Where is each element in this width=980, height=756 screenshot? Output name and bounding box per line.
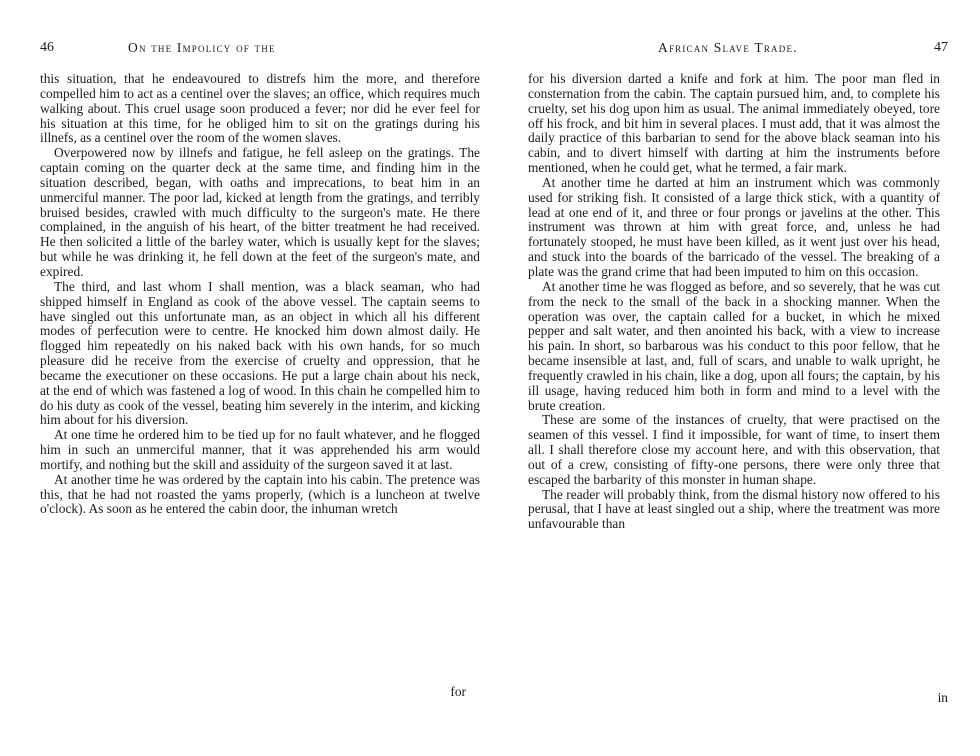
right-page [528, 0, 948, 756]
left-running-head: On the Impolicy of the [128, 40, 276, 55]
right-running-head: African Slave Trade. [658, 40, 798, 55]
right-page-number: 47 [934, 40, 948, 55]
left-catchword: for [450, 684, 466, 699]
paragraph: The third, and last whom I shall mention, was a black seaman, who had shipped himself in England as cook of the above vessel. The captain seems to have singled out this unfortunate man, as an object in which all his different modes of perfecution were to centre. He knocked him down almost daily. He flogged him repeatedly on his naked back with his own hands, for so much pleasure did he receive from the exercise of cruelty and oppression, that he became the executioner on these occasions. He put a large chain about his neck, at the end of which was fastened a log of wood. In this chain he compelled him to do his duty as cook of the vessel, beating him severely in the interim, and kicking him about for his diversion. [40, 278, 480, 428]
paragraph: Overpowered now by illnefs and fatigue, he fell asleep on the gratings. The captain coming on the quarter deck at the same time, and finding him in the situation described, began, with oaths and imprecations, to beat him in an unmerciful manner. The poor lad, kicked at length from the gratings, and terribly bruised besides, crawled with much difficulty to the surgeon's mate. He there complained, in the anguish of his heart, of the bitter treatment he had received. He then solicited a little of the barley water, which is usually kept for the slaves; but while he was drinking it, he fell down at the feet of the surgeon's mate, and expired. [40, 145, 480, 279]
right-page-header [528, 40, 948, 68]
right-catchword: in [937, 690, 948, 705]
left-page-body [40, 72, 480, 517]
left-page-number: 46 [40, 40, 54, 55]
paragraph: At another time he darted at him an instrument which was commonly used for striking fish. It consisted of a large thick stick, with a quantity of lead at one end of it, and three or four prongs or javelins at the other. This instrument was thrown at him with great force, and, unless he had fortunately stooped, he must have been killed, as it went just over his head, and stuck into the boards of the barricado of the vessel. The breaking of a plate was the grand crime that had been imputed to him on this occasion. [528, 174, 940, 279]
paragraph: for his diversion darted a knife and fork at him. The poor man fled in consternation from the cabin. The captain pursued him, and, to complete his cruelty, set his dog upon him as usual. The animal immediately obeyed, tore off his frock, and bit him in several places. I must add, that it was almost the daily practice of this barbarian to send for the above black seaman into his cabin, and to divert himself with darting at him the instruments before mentioned, when he could get, what he termed, a fair mark. [528, 71, 940, 176]
paragraph: At another time he was flogged as before, and so severely, that he was cut from the neck to the small of the back in a shocking manner. When the operation was over, the captain called for a bucket, in which he mixed pepper and salt water, and then anointed his back, with a view to increase his pain. In short, so barbarous was his conduct to this poor fellow, that he became insensible at last, and, full of scars, and unable to walk upright, he frequently crawled in his chain, like a dog, upon all fours; the captain, by his ill usage, having reduced him both in form and mind to a level with the brute creation. [528, 278, 940, 413]
paragraph: At another time he was ordered by the captain into his cabin. The pretence was this, that he had not roasted the yams properly, (which is a luncheon at twelve o'clock). As soon as he entered the cabin door, the inhuman wretch [40, 471, 480, 517]
paragraph: At one time he ordered him to be tied up for no fault whatever, and he flogged him in such an unmerciful manner, that it was apprehended his arm would mortify, and nothing but the skill and assiduity of the surgeon saved it at last. [40, 427, 480, 472]
paragraph: These are some of the instances of cruelty, that were practised on the seamen of this vessel. I find it impossible, for want of time, to insert them all. I shall therefore close my account here, and with this observation, that out of a crew, consisting of fifty-one persons, there were only three that escaped the barbarity of this monster in human shape. [528, 412, 940, 487]
paragraph: The reader will probably think, from the dismal history now offered to his perusal, that I have at least singled out a ship, where the treatment was more unfavourable than [528, 486, 940, 532]
left-page-header [40, 40, 480, 68]
paragraph: this situation, that he endeavoured to distrefs him the more, and therefore compelled him to act as a centinel over the slaves; an office, which requires much walking about. This cruel usage soon produced a fever; nor did he ever feel for his situation at this time, for he obliged him to sit on the gratings during his illnefs, as a centinel over the room of the women slaves. [40, 71, 480, 146]
right-page-body [528, 72, 940, 532]
left-page [40, 0, 480, 756]
